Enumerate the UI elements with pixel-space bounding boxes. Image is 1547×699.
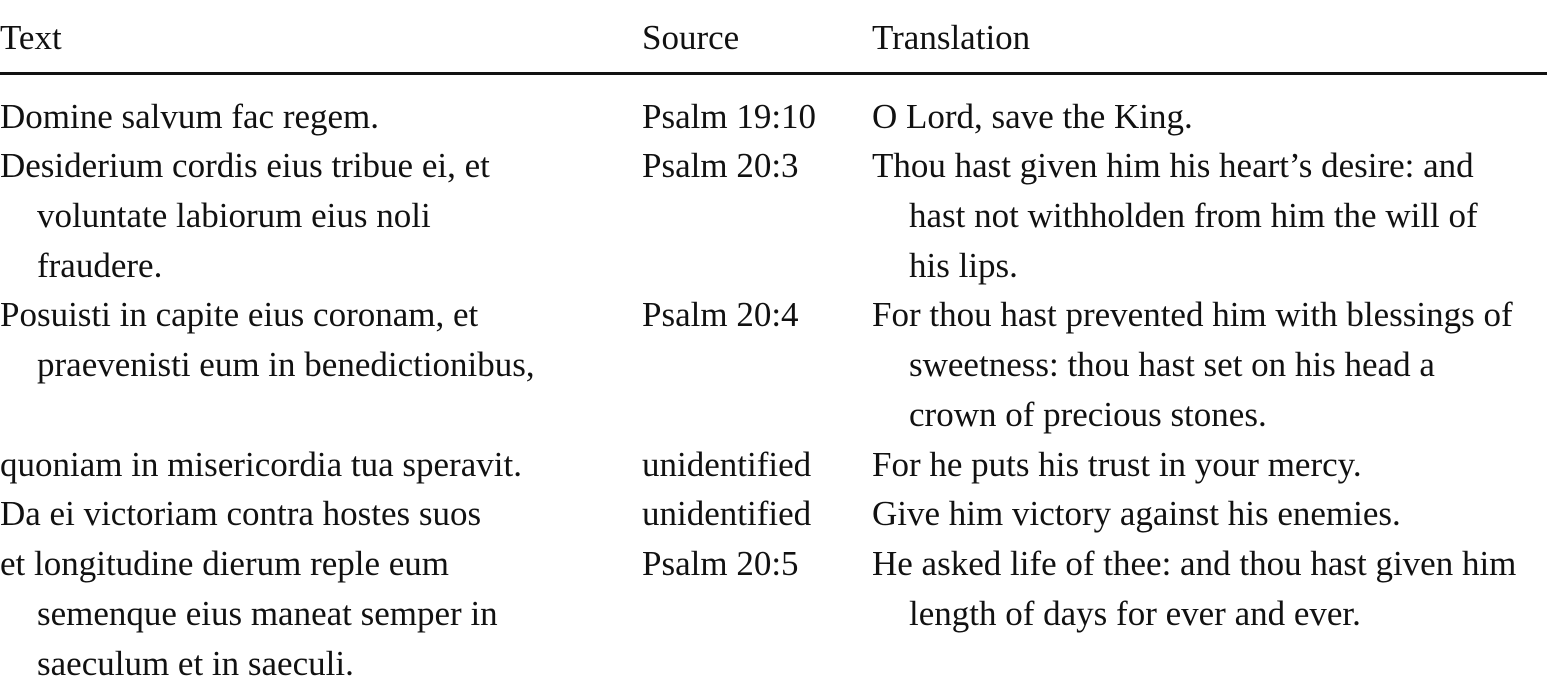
source-line: unidentified	[642, 445, 812, 484]
source-cell	[642, 539, 862, 589]
translation-cell	[872, 290, 1547, 440]
header-source: Source	[642, 18, 740, 57]
header-text: Text	[0, 18, 62, 57]
source-cell	[642, 290, 862, 340]
translation-line: For he puts his trust in your mercy.	[872, 445, 1362, 484]
text-line: fraudere.	[37, 246, 163, 285]
text-cell	[0, 489, 620, 539]
translation-line: For thou hast prevented him with blessings of	[872, 295, 1513, 334]
translation-cell	[872, 141, 1547, 291]
source-line: Psalm 20:3	[642, 146, 799, 185]
text-cell	[0, 539, 620, 689]
text-line: saeculum et in saeculi.	[37, 644, 354, 683]
translation-line: Give him victory against his enemies.	[872, 494, 1401, 533]
text-line: Desiderium cordis eius tribue ei, et	[0, 146, 490, 185]
translation-cell	[872, 440, 1547, 490]
translation-line: O Lord, save the King.	[872, 97, 1193, 136]
table-header	[0, 14, 1547, 62]
translation-cell	[872, 92, 1547, 142]
translation-line: sweetness: thou hast set on his head a	[909, 345, 1435, 384]
source-line: Psalm 19:10	[642, 97, 817, 136]
source-cell	[642, 92, 862, 142]
text-cell	[0, 92, 620, 142]
header-translation: Translation	[872, 18, 1031, 57]
translation-line: hast not withholden from him the will of	[909, 196, 1478, 235]
text-cell	[0, 141, 620, 291]
text-line: et longitudine dierum reple eum	[0, 544, 450, 583]
translation-line: length of days for ever and ever.	[909, 594, 1361, 633]
source-line: unidentified	[642, 494, 812, 533]
header-rule	[0, 72, 1547, 75]
text-line: Posuisti in capite eius coronam, et	[0, 295, 479, 334]
source-line: Psalm 20:5	[642, 544, 799, 583]
text-line: quoniam in misericordia tua speravit.	[0, 445, 522, 484]
text-cell	[0, 290, 620, 390]
source-cell	[642, 141, 862, 191]
translation-line: his lips.	[909, 246, 1018, 285]
text-line: Domine salvum fac regem.	[0, 97, 380, 136]
text-cell	[0, 440, 620, 490]
translation-line: He asked life of thee: and thou hast given him	[872, 544, 1517, 583]
text-line: semenque eius maneat semper in	[37, 594, 498, 633]
translation-cell	[872, 539, 1547, 639]
text-line: praevenisti eum in benedictionibus,	[37, 345, 535, 384]
translation-line: Thou hast given him his heart’s desire: and	[872, 146, 1474, 185]
source-cell	[642, 489, 862, 539]
source-cell	[642, 440, 862, 490]
translation-line: crown of precious stones.	[909, 395, 1267, 434]
source-line: Psalm 20:4	[642, 295, 799, 334]
text-line: Da ei victoriam contra hostes suos	[0, 494, 482, 533]
text-line: voluntate labiorum eius noli	[37, 196, 431, 235]
translation-cell	[872, 489, 1547, 539]
